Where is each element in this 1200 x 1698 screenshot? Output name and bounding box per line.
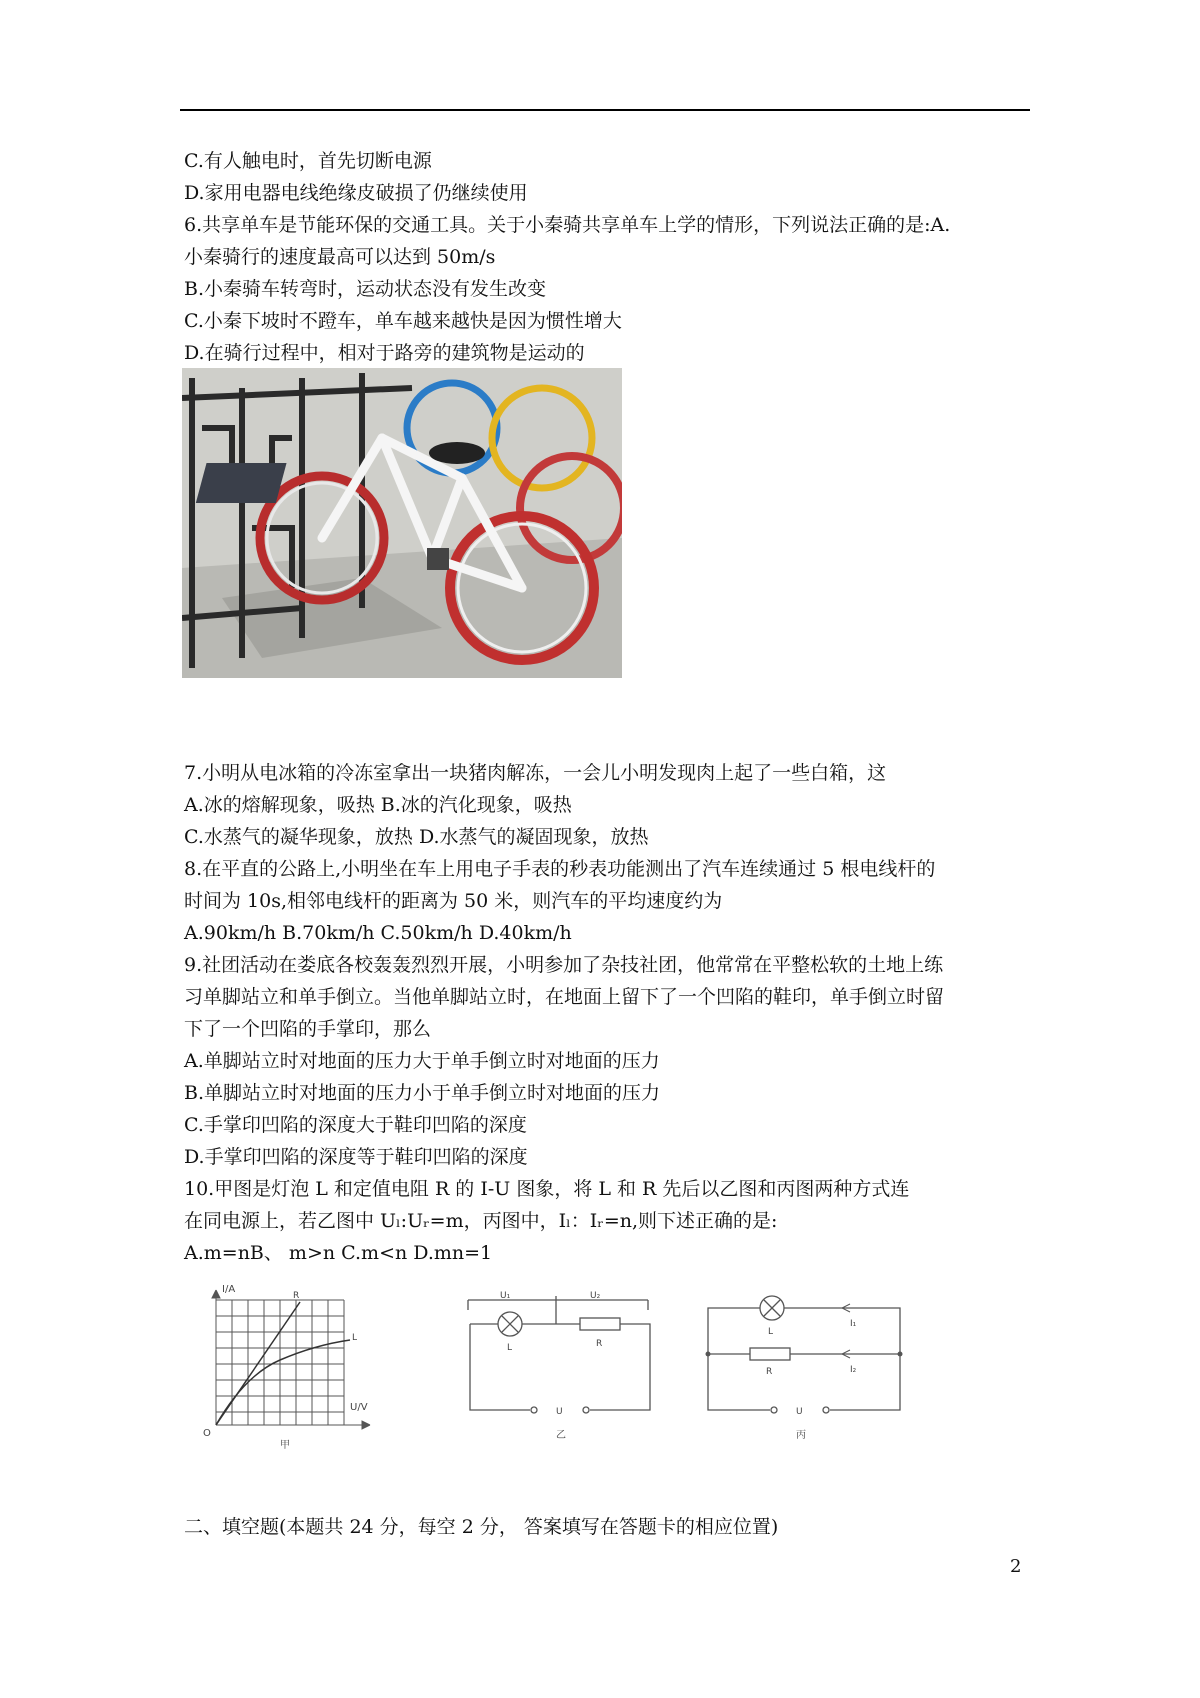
bicycle-illustration (182, 368, 622, 678)
q8-options: A.90km/h B.70km/h C.50km/h D.40km/h (184, 922, 572, 944)
header-rule (180, 109, 1030, 111)
q9-option-b: B.单脚站立时对地面的压力小于单手倒立时对地面的压力 (184, 1082, 661, 1104)
figure-bing-parallel-circuit (700, 1290, 910, 1450)
figure-jia-caption: 甲 (280, 1440, 290, 1451)
figure-jia-iu-graph (200, 1280, 400, 1455)
label-i1: I₁ (850, 1319, 857, 1329)
label-resistor: R (596, 1339, 603, 1349)
figure-bing-caption: 丙 (796, 1430, 806, 1441)
q10-options: A.m=nB、 m>n C.m<n D.mn=1 (184, 1242, 493, 1264)
label-source: U (556, 1407, 563, 1417)
label-lamp: L (768, 1327, 774, 1337)
q9-option-a: A.单脚站立时对地面的压力大于单手倒立时对地面的压力 (184, 1050, 660, 1072)
label-i2: I₂ (850, 1365, 857, 1375)
section-2-heading: 二、填空题(本题共 24 分，每空 2 分， 答案填写在答题卡的相应位置) (184, 1516, 779, 1538)
q7-options-cd: C.水蒸气的凝华现象，放热 D.水蒸气的凝固现象，放热 (184, 826, 649, 848)
q10-stem-line2: 在同电源上，若乙图中 Uₗ:Uᵣ=m，丙图中，Iₗ：Iᵣ=n,则下述正确的是: (184, 1210, 778, 1232)
graph-origin: O (203, 1428, 211, 1439)
q6-option-b: B.小秦骑车转弯时，运动状态没有发生改变 (184, 278, 547, 300)
graph-ylabel: I/A (222, 1284, 236, 1295)
q5-option-c: C.有人触电时，首先切断电源 (184, 150, 432, 172)
page-number: 2 (1010, 1556, 1022, 1577)
bicycle-photo (182, 368, 622, 678)
q6-option-c: C.小秦下坡时不蹬车，单车越来越快是因为惯性增大 (184, 310, 622, 332)
q7-options-ab: A.冰的熔解现象，吸热 B.冰的汽化现象，吸热 (184, 794, 572, 816)
figure-yi-caption: 乙 (556, 1430, 566, 1441)
q9-stem-line3: 下了一个凹陷的手掌印，那么 (184, 1018, 432, 1040)
q8-stem-line1: 8.在平直的公路上,小明坐在车上用电子手表的秒表功能测出了汽车连续通过 5 根电线杆的 (184, 858, 936, 880)
q9-option-d: D.手掌印凹陷的深度等于鞋印凹陷的深度 (184, 1146, 528, 1168)
q9-stem-line2: 习单脚站立和单手倒立。当他单脚站立时，在地面上留下了一个凹陷的鞋印，单手倒立时留 (184, 986, 945, 1008)
label-u2: U₂ (590, 1291, 601, 1301)
q10-stem-line1: 10.甲图是灯泡 L 和定值电阻 R 的 I-U 图象，将 L 和 R 先后以乙图和丙图两种方式连 (184, 1178, 910, 1200)
label-lamp: L (507, 1343, 513, 1353)
graph-r-label: R (293, 1291, 300, 1301)
label-u1: U₁ (500, 1291, 511, 1301)
graph-xlabel: U/V (350, 1402, 368, 1413)
q9-stem-line1: 9.社团活动在娄底各校轰轰烈烈开展，小明参加了杂技社团，他常常在平整松软的土地上练 (184, 954, 944, 976)
graph-l-label: L (352, 1333, 358, 1343)
q5-option-d: D.家用电器电线绝缘皮破损了仍继续使用 (184, 182, 528, 204)
label-resistor: R (766, 1367, 773, 1377)
q6-stem: 6.共享单车是节能环保的交通工具。关于小秦骑共享单车上学的情形，下列说法正确的是:A. (184, 214, 951, 236)
figure-yi-series-circuit (460, 1290, 660, 1450)
q6-option-d: D.在骑行过程中，相对于路旁的建筑物是运动的 (184, 342, 585, 364)
q7-stem: 7.小明从电冰箱的冷冻室拿出一块猪肉解冻，一会儿小明发现肉上起了一些白箱，这 (184, 762, 887, 784)
q6-option-a: 小秦骑行的速度最高可以达到 50m/s (184, 246, 496, 268)
q9-option-c: C.手掌印凹陷的深度大于鞋印凹陷的深度 (184, 1114, 527, 1136)
q8-stem-line2: 时间为 10s,相邻电线杆的距离为 50 米，则汽车的平均速度约为 (184, 890, 723, 912)
label-source: U (796, 1407, 803, 1417)
